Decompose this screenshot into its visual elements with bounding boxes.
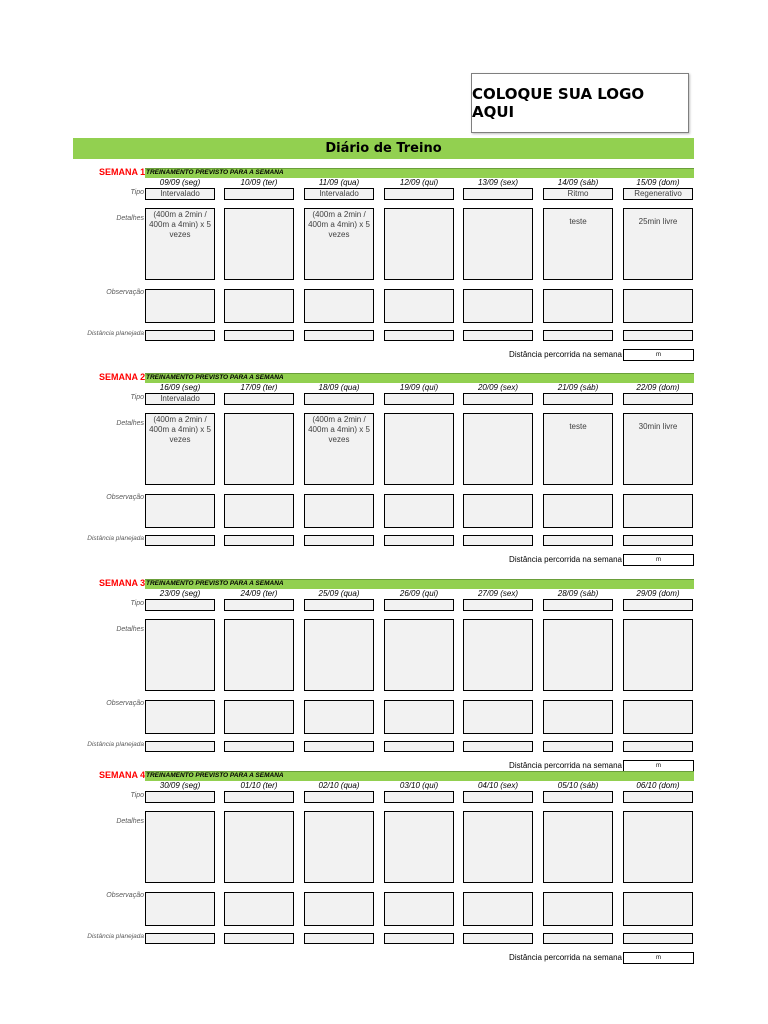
week-label: SEMANA 1 bbox=[99, 167, 146, 177]
distancia-planejada-cell[interactable] bbox=[145, 741, 215, 752]
detalhes-cell[interactable]: 30min livre bbox=[623, 413, 693, 485]
distancia-planejada-cell[interactable] bbox=[224, 535, 294, 546]
day-header: 06/10 (dom) bbox=[636, 781, 680, 790]
distancia-percorrida-label: Distância percorrida na semana bbox=[509, 555, 622, 564]
distancia-percorrida-input[interactable]: m bbox=[623, 349, 694, 361]
observacao-cell[interactable] bbox=[384, 494, 454, 528]
detalhes-cell[interactable] bbox=[463, 619, 533, 691]
observacao-cell[interactable] bbox=[304, 892, 374, 926]
tipo-cell[interactable] bbox=[384, 791, 454, 803]
detalhes-cell[interactable]: (400m a 2min / 400m a 4min) x 5 vezes bbox=[304, 208, 374, 280]
week-label: SEMANA 2 bbox=[99, 372, 146, 382]
observacao-cell[interactable] bbox=[224, 700, 294, 734]
tipo-cell[interactable] bbox=[384, 599, 454, 611]
distancia-percorrida-input[interactable]: m bbox=[623, 554, 694, 566]
day-header: 17/09 (ter) bbox=[240, 383, 278, 392]
distancia-planejada-cell[interactable] bbox=[463, 330, 533, 341]
detalhes-cell[interactable] bbox=[623, 619, 693, 691]
week-label: SEMANA 4 bbox=[99, 770, 146, 780]
detalhes-cell[interactable]: (400m a 2min / 400m a 4min) x 5 vezes bbox=[145, 413, 215, 485]
detalhes-cell[interactable] bbox=[543, 811, 613, 883]
tipo-cell[interactable] bbox=[623, 393, 693, 405]
distancia-percorrida-input[interactable]: m bbox=[623, 952, 694, 964]
distancia-planejada-cell[interactable] bbox=[145, 330, 215, 341]
detalhes-cell[interactable] bbox=[304, 619, 374, 691]
tipo-cell[interactable]: Regenerativo bbox=[623, 188, 693, 200]
day-header: 12/09 (qui) bbox=[399, 178, 439, 187]
detalhes-cell[interactable]: 25min livre bbox=[623, 208, 693, 280]
observacao-label: Observação bbox=[106, 892, 144, 899]
detalhes-label: Detalhes bbox=[116, 420, 144, 427]
week-bar-title: TREINAMENTO PREVISTO PARA A SEMANA bbox=[146, 374, 284, 381]
distancia-percorrida-label: Distância percorrida na semana bbox=[509, 761, 622, 770]
week-section bbox=[0, 372, 768, 562]
distancia-percorrida-input[interactable]: m bbox=[623, 760, 694, 772]
tipo-cell[interactable] bbox=[304, 599, 374, 611]
tipo-cell[interactable] bbox=[384, 188, 454, 200]
day-header: 11/09 (qua) bbox=[318, 178, 360, 187]
detalhes-cell[interactable] bbox=[384, 619, 454, 691]
tipo-label: Tipo bbox=[130, 189, 144, 196]
distancia-planejada-cell[interactable] bbox=[543, 535, 613, 546]
detalhes-cell[interactable]: teste bbox=[543, 413, 613, 485]
observacao-cell[interactable] bbox=[145, 494, 215, 528]
distancia-percorrida-label: Distância percorrida na semana bbox=[509, 953, 622, 962]
distancia-planejada-cell[interactable] bbox=[623, 741, 693, 752]
distancia-planejada-cell[interactable] bbox=[463, 535, 533, 546]
tipo-cell[interactable] bbox=[145, 791, 215, 803]
distancia-planejada-cell[interactable] bbox=[224, 330, 294, 341]
day-header: 22/09 (dom) bbox=[636, 383, 680, 392]
observacao-cell[interactable] bbox=[543, 892, 613, 926]
distancia-planejada-cell[interactable] bbox=[623, 933, 693, 944]
day-header: 10/09 (ter) bbox=[240, 178, 278, 187]
tipo-label: Tipo bbox=[130, 600, 144, 607]
day-header: 19/09 (qui) bbox=[399, 383, 439, 392]
distancia-planejada-cell[interactable] bbox=[463, 741, 533, 752]
distancia-planejada-cell[interactable] bbox=[384, 330, 454, 341]
observacao-cell[interactable] bbox=[304, 700, 374, 734]
observacao-cell[interactable] bbox=[463, 289, 533, 323]
tipo-cell[interactable] bbox=[463, 393, 533, 405]
day-header: 20/09 (sex) bbox=[477, 383, 519, 392]
detalhes-label: Detalhes bbox=[116, 626, 144, 633]
detalhes-cell[interactable] bbox=[224, 208, 294, 280]
detalhes-cell[interactable] bbox=[463, 413, 533, 485]
day-header: 23/09 (seg) bbox=[159, 589, 201, 598]
detalhes-cell[interactable]: teste bbox=[543, 208, 613, 280]
distancia-planejada-cell[interactable] bbox=[384, 535, 454, 546]
day-header: 24/09 (ter) bbox=[240, 589, 278, 598]
day-header: 30/09 (seg) bbox=[159, 781, 201, 790]
week-label: SEMANA 3 bbox=[99, 578, 146, 588]
observacao-cell[interactable] bbox=[623, 700, 693, 734]
observacao-cell[interactable] bbox=[463, 700, 533, 734]
distancia-planejada-cell[interactable] bbox=[463, 933, 533, 944]
observacao-cell[interactable] bbox=[623, 892, 693, 926]
tipo-cell[interactable]: Intervalado bbox=[145, 393, 215, 405]
day-header: 13/09 (sex) bbox=[477, 178, 519, 187]
observacao-cell[interactable] bbox=[543, 289, 613, 323]
day-header: 02/10 (qua) bbox=[318, 781, 360, 790]
observacao-cell[interactable] bbox=[384, 700, 454, 734]
distancia-planejada-cell[interactable] bbox=[543, 741, 613, 752]
distancia-planejada-label: Distância planejada bbox=[87, 741, 144, 748]
detalhes-cell[interactable] bbox=[384, 811, 454, 883]
page-title: Diário de Treino bbox=[73, 138, 694, 159]
tipo-cell[interactable] bbox=[224, 791, 294, 803]
tipo-cell[interactable] bbox=[623, 599, 693, 611]
observacao-label: Observação bbox=[106, 289, 144, 296]
detalhes-cell[interactable] bbox=[304, 811, 374, 883]
distancia-planejada-cell[interactable] bbox=[304, 741, 374, 752]
distancia-planejada-cell[interactable] bbox=[145, 933, 215, 944]
tipo-cell[interactable] bbox=[463, 791, 533, 803]
day-header: 14/09 (sáb) bbox=[557, 178, 599, 187]
tipo-cell[interactable] bbox=[463, 599, 533, 611]
detalhes-label: Detalhes bbox=[116, 215, 144, 222]
week-bar-title: TREINAMENTO PREVISTO PARA A SEMANA bbox=[146, 580, 284, 587]
logo-placeholder: COLOQUE SUA LOGO AQUI bbox=[471, 73, 689, 133]
distancia-planejada-cell[interactable] bbox=[224, 933, 294, 944]
distancia-planejada-label: Distância planejada bbox=[87, 535, 144, 542]
observacao-cell[interactable] bbox=[145, 289, 215, 323]
distancia-planejada-cell[interactable] bbox=[623, 535, 693, 546]
day-header: 04/10 (sex) bbox=[477, 781, 519, 790]
tipo-cell[interactable] bbox=[224, 599, 294, 611]
week-section bbox=[0, 167, 768, 357]
week-section bbox=[0, 578, 768, 768]
day-header: 03/10 (qui) bbox=[399, 781, 439, 790]
detalhes-cell[interactable] bbox=[224, 811, 294, 883]
detalhes-cell[interactable] bbox=[384, 413, 454, 485]
observacao-cell[interactable] bbox=[304, 494, 374, 528]
observacao-cell[interactable] bbox=[384, 289, 454, 323]
tipo-cell[interactable]: Intervalado bbox=[145, 188, 215, 200]
tipo-cell[interactable] bbox=[224, 188, 294, 200]
detalhes-cell[interactable] bbox=[463, 811, 533, 883]
observacao-cell[interactable] bbox=[145, 892, 215, 926]
day-header: 09/09 (seg) bbox=[159, 178, 201, 187]
observacao-cell[interactable] bbox=[224, 892, 294, 926]
tipo-cell[interactable] bbox=[304, 791, 374, 803]
day-header: 18/09 (qua) bbox=[318, 383, 360, 392]
distancia-planejada-cell[interactable] bbox=[543, 330, 613, 341]
tipo-cell[interactable]: Intervalado bbox=[304, 188, 374, 200]
week-bar-title: TREINAMENTO PREVISTO PARA A SEMANA bbox=[146, 169, 284, 176]
detalhes-cell[interactable] bbox=[224, 619, 294, 691]
day-header: 26/09 (qui) bbox=[399, 589, 439, 598]
distancia-planejada-cell[interactable] bbox=[384, 741, 454, 752]
tipo-label: Tipo bbox=[130, 394, 144, 401]
distancia-planejada-cell[interactable] bbox=[384, 933, 454, 944]
day-header: 21/09 (sáb) bbox=[557, 383, 599, 392]
distancia-percorrida-label: Distância percorrida na semana bbox=[509, 350, 622, 359]
tipo-cell[interactable] bbox=[145, 599, 215, 611]
distancia-planejada-cell[interactable] bbox=[543, 933, 613, 944]
day-header: 25/09 (qua) bbox=[318, 589, 360, 598]
tipo-cell[interactable] bbox=[623, 791, 693, 803]
day-header: 29/09 (dom) bbox=[636, 589, 680, 598]
day-header: 16/09 (seg) bbox=[159, 383, 201, 392]
day-header: 28/09 (sáb) bbox=[557, 589, 599, 598]
detalhes-label: Detalhes bbox=[116, 818, 144, 825]
observacao-cell[interactable] bbox=[463, 494, 533, 528]
tipo-cell[interactable] bbox=[543, 599, 613, 611]
distancia-planejada-cell[interactable] bbox=[145, 535, 215, 546]
tipo-cell[interactable] bbox=[224, 393, 294, 405]
tipo-cell[interactable] bbox=[384, 393, 454, 405]
observacao-cell[interactable] bbox=[304, 289, 374, 323]
observacao-cell[interactable] bbox=[224, 289, 294, 323]
observacao-cell[interactable] bbox=[543, 494, 613, 528]
distancia-planejada-cell[interactable] bbox=[304, 933, 374, 944]
observacao-cell[interactable] bbox=[463, 892, 533, 926]
tipo-cell[interactable] bbox=[304, 393, 374, 405]
detalhes-cell[interactable]: (400m a 2min / 400m a 4min) x 5 vezes bbox=[304, 413, 374, 485]
day-header: 27/09 (sex) bbox=[477, 589, 519, 598]
detalhes-cell[interactable] bbox=[384, 208, 454, 280]
observacao-cell[interactable] bbox=[543, 700, 613, 734]
detalhes-cell[interactable] bbox=[543, 619, 613, 691]
observacao-label: Observação bbox=[106, 494, 144, 501]
observacao-label: Observação bbox=[106, 700, 144, 707]
tipo-cell[interactable] bbox=[463, 188, 533, 200]
week-section bbox=[0, 770, 768, 960]
distancia-planejada-cell[interactable] bbox=[623, 330, 693, 341]
observacao-cell[interactable] bbox=[623, 289, 693, 323]
detalhes-cell[interactable]: (400m a 2min / 400m a 4min) x 5 vezes bbox=[145, 208, 215, 280]
distancia-planejada-cell[interactable] bbox=[224, 741, 294, 752]
distancia-planejada-label: Distância planejada bbox=[87, 933, 144, 940]
day-header: 01/10 (ter) bbox=[240, 781, 278, 790]
week-bar-title: TREINAMENTO PREVISTO PARA A SEMANA bbox=[146, 772, 284, 779]
tipo-cell[interactable] bbox=[543, 393, 613, 405]
detalhes-cell[interactable] bbox=[145, 619, 215, 691]
detalhes-cell[interactable] bbox=[224, 413, 294, 485]
observacao-cell[interactable] bbox=[145, 700, 215, 734]
day-header: 15/09 (dom) bbox=[636, 178, 680, 187]
tipo-cell[interactable]: Ritmo bbox=[543, 188, 613, 200]
distancia-planejada-label: Distância planejada bbox=[87, 330, 144, 337]
detalhes-cell[interactable] bbox=[463, 208, 533, 280]
day-header: 05/10 (sáb) bbox=[557, 781, 599, 790]
detalhes-cell[interactable] bbox=[623, 811, 693, 883]
distancia-planejada-cell[interactable] bbox=[304, 535, 374, 546]
observacao-cell[interactable] bbox=[623, 494, 693, 528]
observacao-cell[interactable] bbox=[384, 892, 454, 926]
observacao-cell[interactable] bbox=[224, 494, 294, 528]
tipo-cell[interactable] bbox=[543, 791, 613, 803]
distancia-planejada-cell[interactable] bbox=[304, 330, 374, 341]
detalhes-cell[interactable] bbox=[145, 811, 215, 883]
tipo-label: Tipo bbox=[130, 792, 144, 799]
